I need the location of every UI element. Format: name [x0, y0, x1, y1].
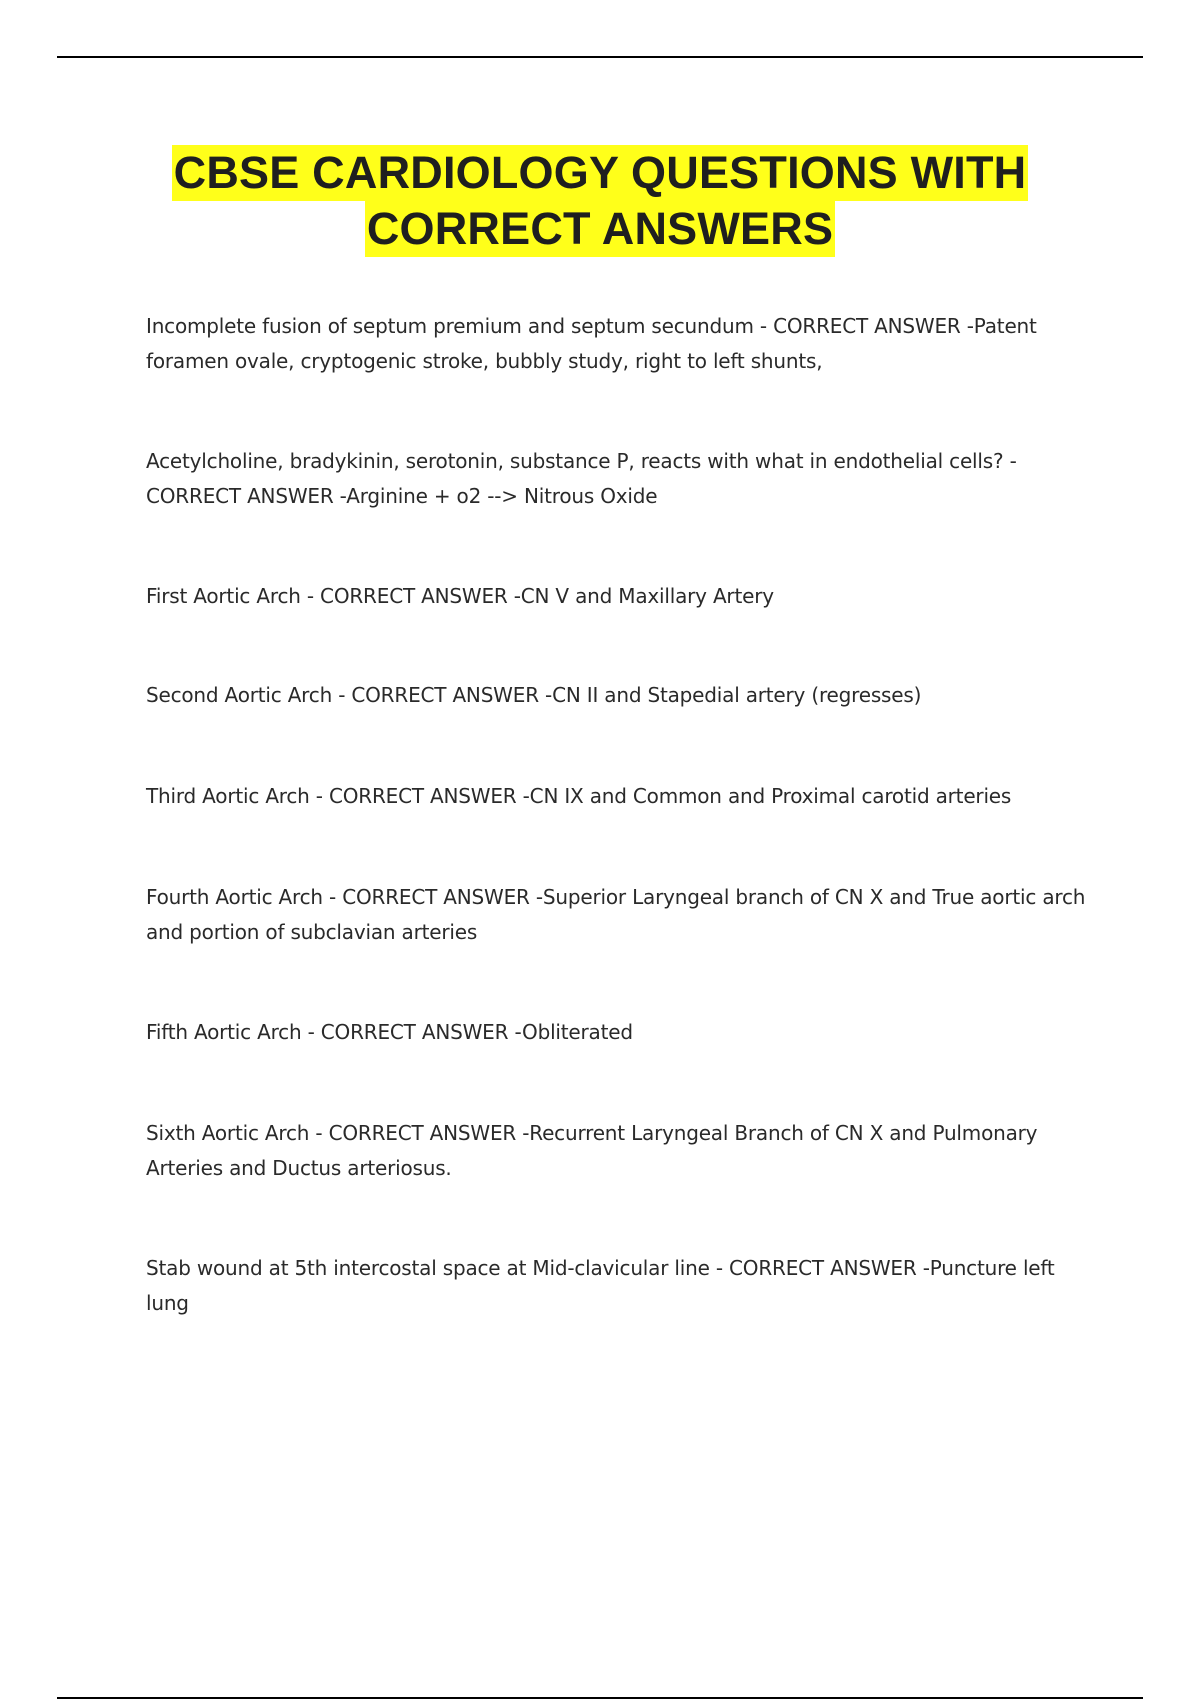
qa-item-3: First Aortic Arch - CORRECT ANSWER -CN V and Maxillary Artery	[146, 584, 774, 608]
qa-item-9: Stab wound at 5th intercostal space at Mid-clavicular line - CORRECT ANSWER -Puncture left lung	[146, 1256, 1055, 1315]
qa-item-1: Incomplete fusion of septum premium and septum secundum - CORRECT ANSWER -Patent foramen ovale, cryptogenic stroke, bubbly study, right to left shunts,	[146, 314, 1037, 373]
footer-divider	[57, 1697, 1143, 1699]
qa-item-8: Sixth Aortic Arch - CORRECT ANSWER -Recurrent Laryngeal Branch of CN X and Pulmonary Arteries and Ductus arteriosus.	[146, 1121, 1038, 1180]
qa-item-4: Second Aortic Arch - CORRECT ANSWER -CN II and Stapedial artery (regresses)	[146, 683, 922, 707]
title-line-1: CBSE CARDIOLOGY QUESTIONS WITH	[172, 145, 1029, 201]
qa-item-6: Fourth Aortic Arch - CORRECT ANSWER -Superior Laryngeal branch of CN X and True aortic arch and portion of subclavian arteries	[146, 885, 1086, 944]
qa-item-2: Acetylcholine, bradykinin, serotonin, substance P, reacts with what in endothelial cells? - CORRECT ANSWER -Arginine + o2 --> Nitrous Oxide	[146, 449, 1017, 508]
document-title	[0, 145, 1200, 257]
title-line-2: CORRECT ANSWERS	[365, 201, 835, 257]
qa-item-7: Fifth Aortic Arch - CORRECT ANSWER -Obliterated	[146, 1020, 633, 1044]
header-divider	[57, 56, 1143, 58]
qa-item-5: Third Aortic Arch - CORRECT ANSWER -CN IX and Common and Proximal carotid arteries	[146, 784, 1012, 808]
